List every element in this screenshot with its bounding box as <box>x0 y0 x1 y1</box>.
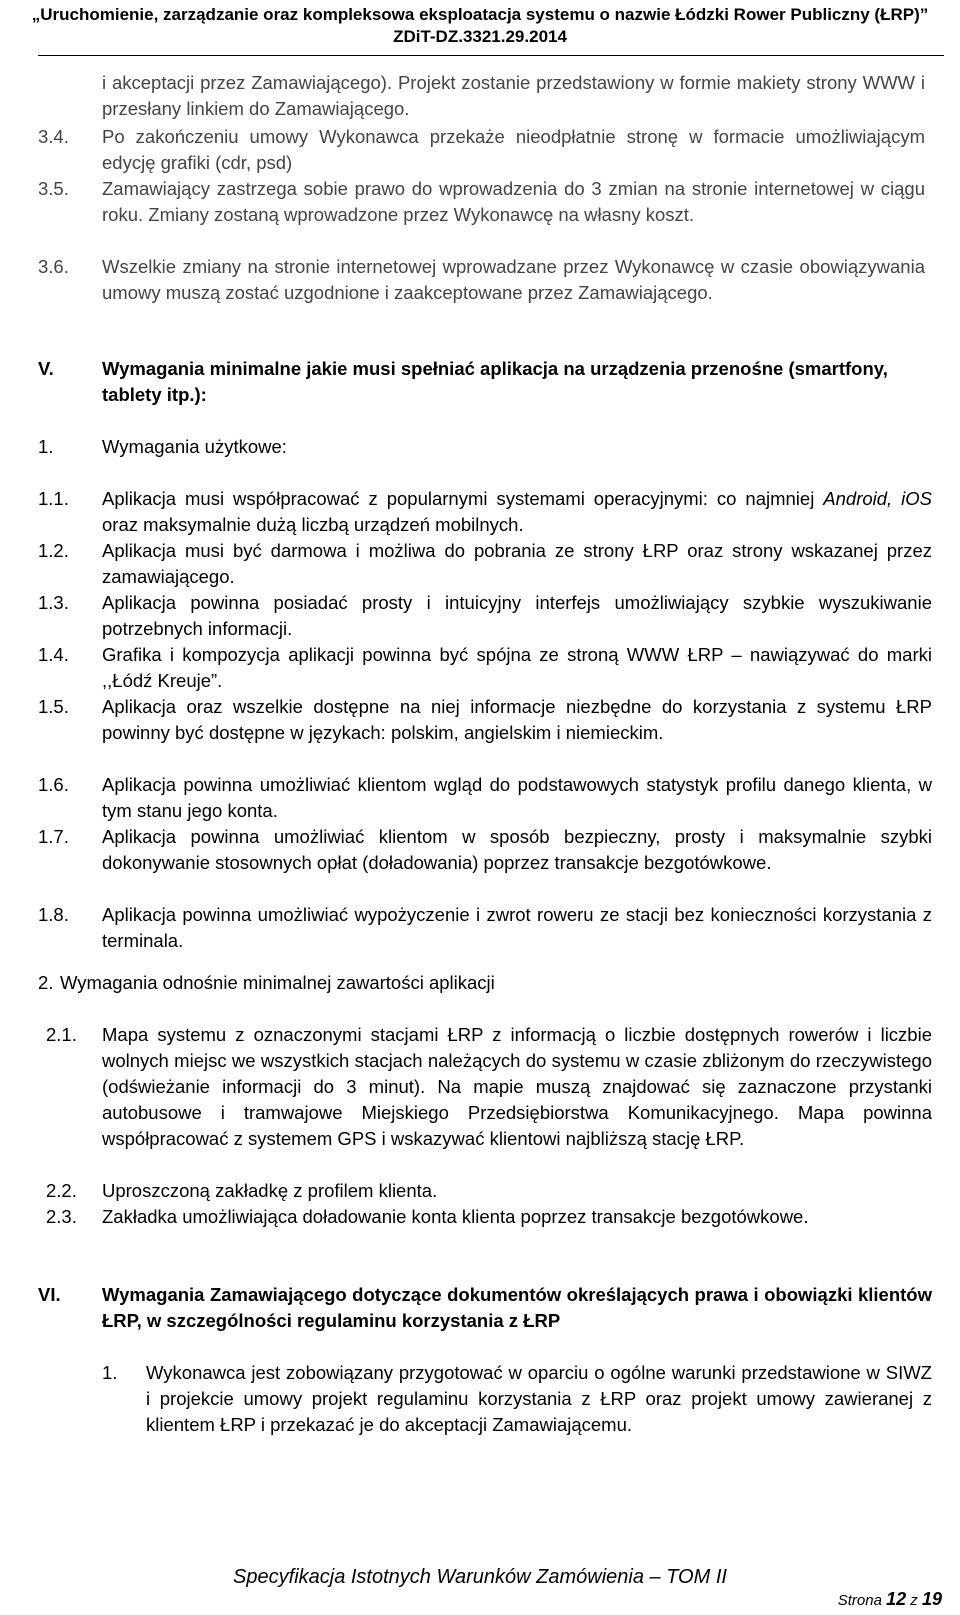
header-divider <box>38 55 944 56</box>
list-item: Grafika i kompozycja aplikacji powinna być spójna ze stroną WWW ŁRP – nawiązywać do marki ,,Łódź Kreuje”. <box>102 644 932 691</box>
item-number: 1.5. <box>38 696 69 717</box>
item-number: 3.4. <box>38 126 69 147</box>
document-header <box>0 4 960 48</box>
item-number: 1.7. <box>38 826 69 847</box>
os-names: Android, iOS <box>823 488 932 509</box>
item-number: 2.3. <box>46 1206 77 1227</box>
list-item: Wszelkie zmiany na stronie internetowej wprowadzane przez Wykonawcę w czasie obowiązywania umowy muszą zostać uzgodnione i zaakceptowane przez Zamawiającego. <box>102 256 925 303</box>
item-number: 2.2. <box>46 1180 77 1201</box>
subsection-number: 2. <box>38 972 54 993</box>
item-number: 1.3. <box>38 592 69 613</box>
item-number: 3.6. <box>38 256 69 277</box>
list-item: Aplikacja musi współpracować z popularnymi systemami operacyjnymi: co najmniej Android, iOS oraz maksymalnie dużą liczbą urządzeń mobilnych. <box>102 488 932 535</box>
list-item: Wykonawca jest zobowiązany przygotować w oparciu o ogólne warunki przedstawione w SIWZ i projekcie umowy projekt regulaminu korzystania z ŁRP oraz projekt umowy zawieranej z klientem ŁRP i przekazać je do akceptacji Zamawiającemu. <box>146 1362 932 1435</box>
list-item: Uproszczoną zakładkę z profilem klienta. <box>102 1180 438 1201</box>
subsection-number: 1. <box>38 436 54 457</box>
list-item: Aplikacja powinna posiadać prosty i intuicyjny interfejs umożliwiający szybkie wyszukiwanie potrzebnych informacji. <box>102 592 932 639</box>
list-item: Aplikacja powinna umożliwiać klientom w sposób bezpieczny, prosty i maksymalnie szybki dokonywanie stosownych opłat (doładowania) poprzez transakcje bezgotówkowe. <box>102 826 932 873</box>
list-item: Zamawiający zastrzega sobie prawo do wprowadzenia do 3 zmian na stronie internetowej w ciągu roku. Zmiany zostaną wprowadzone przez Wykonawcę na własny koszt. <box>102 178 925 225</box>
continuation-paragraph: i akceptacji przez Zamawiającego). Projekt zostanie przedstawiony w formie makiety strony WWW i przesłany linkiem do Zamawiającego. <box>102 72 925 119</box>
page-number: Strona 12 z 19 <box>837 1589 942 1609</box>
list-item: Aplikacja powinna umożliwiać klientom wgląd do podstawowych statystyk profilu danego klienta, w tym stanu jego konta. <box>102 774 932 821</box>
item-number: 3.5. <box>38 178 69 199</box>
section-heading: Wymagania minimalne jakie musi spełniać aplikacja na urządzenia przenośne (smartfony, tablety itp.): <box>102 358 888 405</box>
list-item: Mapa systemu z oznaczonymi stacjami ŁRP z informacją o liczbie dostępnych rowerów i liczbie wolnych miejsc we wszystkich stacjach należących do systemu w czasie zbliżonym do rzeczywistego (odświeżanie informacji do 3 minut). Na mapie muszą znajdować się zaznaczone przystanki autobusowe i tramwajowe Miejskiego Przedsiębiorstwa Komunikacyjnego. Mapa powinna współpracować z systemem GPS i wskazywać klientowi najbliższą stację ŁRP. <box>102 1024 932 1149</box>
section-number: V. <box>38 358 54 379</box>
list-item: Aplikacja powinna umożliwiać wypożyczenie i zwrot roweru ze stacji bez konieczności korzystania z terminala. <box>102 904 932 951</box>
item-number: 1.1. <box>38 488 69 509</box>
item-number: 1.6. <box>38 774 69 795</box>
item-number: 1.4. <box>38 644 69 665</box>
header-title: „Uruchomienie, zarządzanie oraz kompleksowa eksploatacja systemu o nazwie Łódzki Rower Publiczny (ŁRP)” <box>31 5 929 24</box>
subsection-heading: Wymagania odnośnie minimalnej zawartości aplikacji <box>60 972 495 993</box>
list-item: Aplikacja oraz wszelkie dostępne na niej informacje niezbędne do korzystania z systemu ŁRP powinny być dostępne w językach: polskim, angielskim i niemieckim. <box>102 696 932 743</box>
item-number: 1.8. <box>38 904 69 925</box>
section-number: VI. <box>38 1284 61 1305</box>
document-footer: Specyfikacja Istotnych Warunków Zamówienia – TOM II <box>233 1566 727 1588</box>
header-reference: ZDiT-DZ.3321.29.2014 <box>393 27 567 46</box>
item-number: 2.1. <box>46 1024 77 1045</box>
list-item: Aplikacja musi być darmowa i możliwa do pobrania ze strony ŁRP oraz strony wskazanej przez zamawiającego. <box>102 540 932 587</box>
list-item: Po zakończeniu umowy Wykonawca przekaże nieodpłatnie stronę w formacie umożliwiającym edycję grafiki (cdr, psd) <box>102 126 925 173</box>
item-number: 1.2. <box>38 540 69 561</box>
section-heading: Wymagania Zamawiającego dotyczące dokumentów określających prawa i obowiązki klientów ŁRP, w szczególności regulaminu korzystania z ŁRP <box>102 1284 932 1331</box>
list-item: Zakładka umożliwiająca doładowanie konta klienta poprzez transakcje bezgotówkowe. <box>102 1206 809 1227</box>
subsection-heading: Wymagania użytkowe: <box>102 436 287 457</box>
item-number: 1. <box>102 1362 118 1383</box>
